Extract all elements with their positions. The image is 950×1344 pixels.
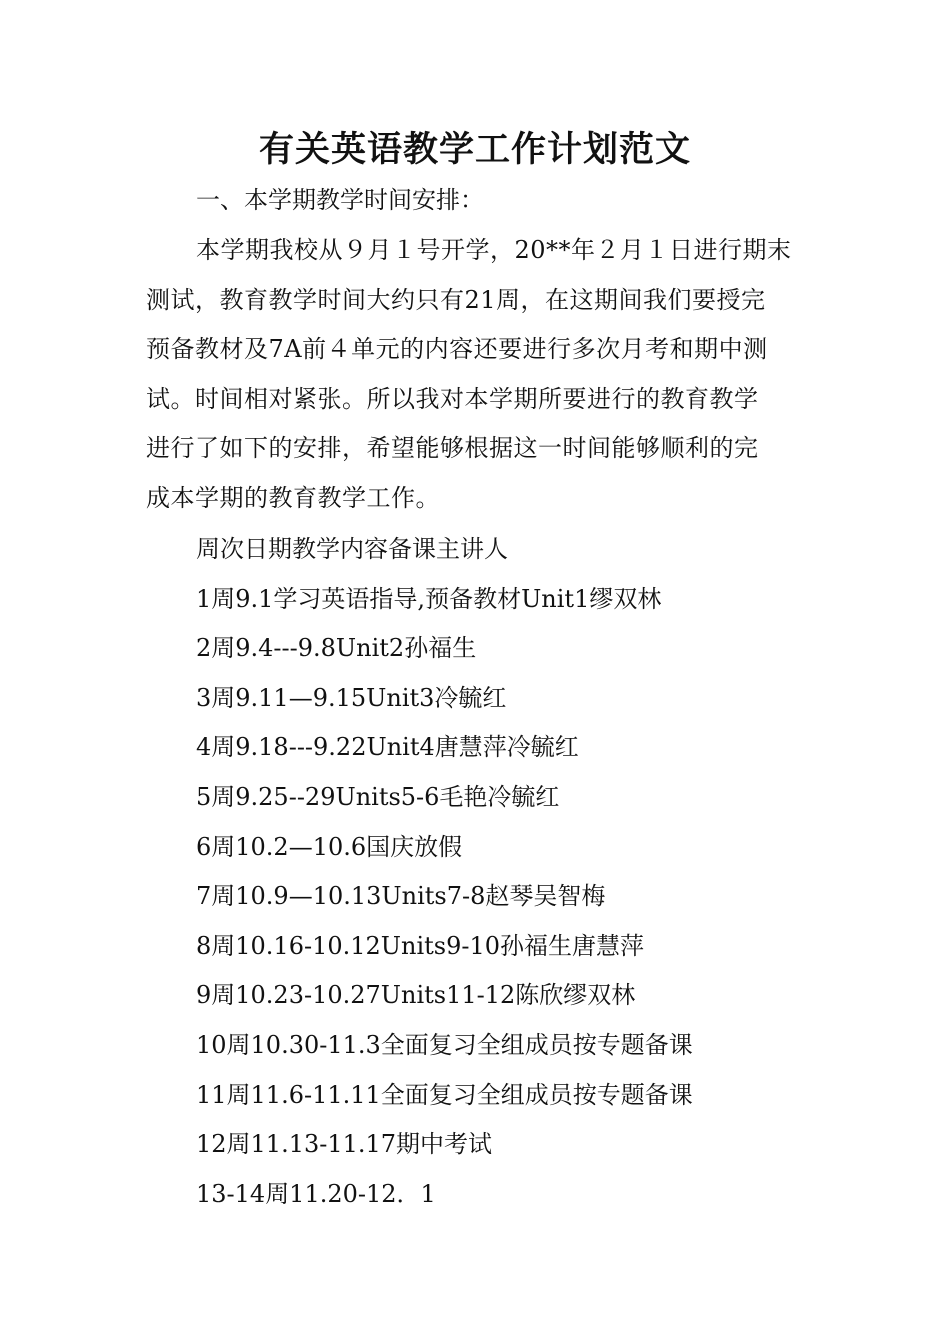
schedule-row: 7周10.9—10.13Units7-8赵琴吴智梅 [196,882,606,911]
schedule-row: 2周9.4---9.8Unit2孙福生 [196,634,477,663]
schedule-row: 13-14周11.20-12．1 [196,1179,436,1208]
schedule-row: 6周10.2—10.6国庆放假 [196,832,463,861]
paragraph-line: 测试，教育教学时间大约只有21周，在这期间我们要授完 [146,285,766,314]
document-title: 有关英语教学工作计划范文 [258,129,691,170]
schedule-row: 8周10.16-10.12Units9-10孙福生唐慧萍 [196,931,645,960]
paragraph-line: 试。时间相对紧张。所以我对本学期所要进行的教育教学 [146,384,759,413]
schedule-row: 1周9.1学习英语指导,预备教材Unit1缪双林 [196,584,662,613]
intro-paragraph [146,226,810,524]
section-heading: 一、本学期教学时间安排： [196,186,484,214]
paragraph-line: 本学期我校从９月１号开学，20**年２月１日进行期末 [196,236,792,264]
schedule-row: 10周10.30-11.3全面复习全组成员按专题备课 [196,1030,693,1059]
paragraph-line: 预备教材及7A前４单元的内容还要进行多次月考和期中测 [146,335,768,364]
schedule-row: 9周10.23-10.27Units11-12陈欣缪双林 [196,981,636,1010]
schedule-row: 3周9.11—9.15Unit3冷毓红 [196,683,507,712]
schedule-list [196,525,693,1219]
schedule-row: 5周9.25--29Units5-6毛艳冷毓红 [196,782,560,811]
paragraph-line: 成本学期的教育教学工作。 [146,483,440,512]
paragraph-line: 进行了如下的安排，希望能够根据这一时间能够顺利的完 [146,434,759,463]
schedule-row: 11周11.6-11.11全面复习全组成员按专题备课 [196,1080,693,1109]
schedule-row: 12周11.13-11.17期中考试 [196,1130,493,1159]
schedule-header: 周次日期教学内容备课主讲人 [196,535,508,563]
schedule-row: 4周9.18---9.22Unit4唐慧萍冷毓红 [196,733,579,762]
